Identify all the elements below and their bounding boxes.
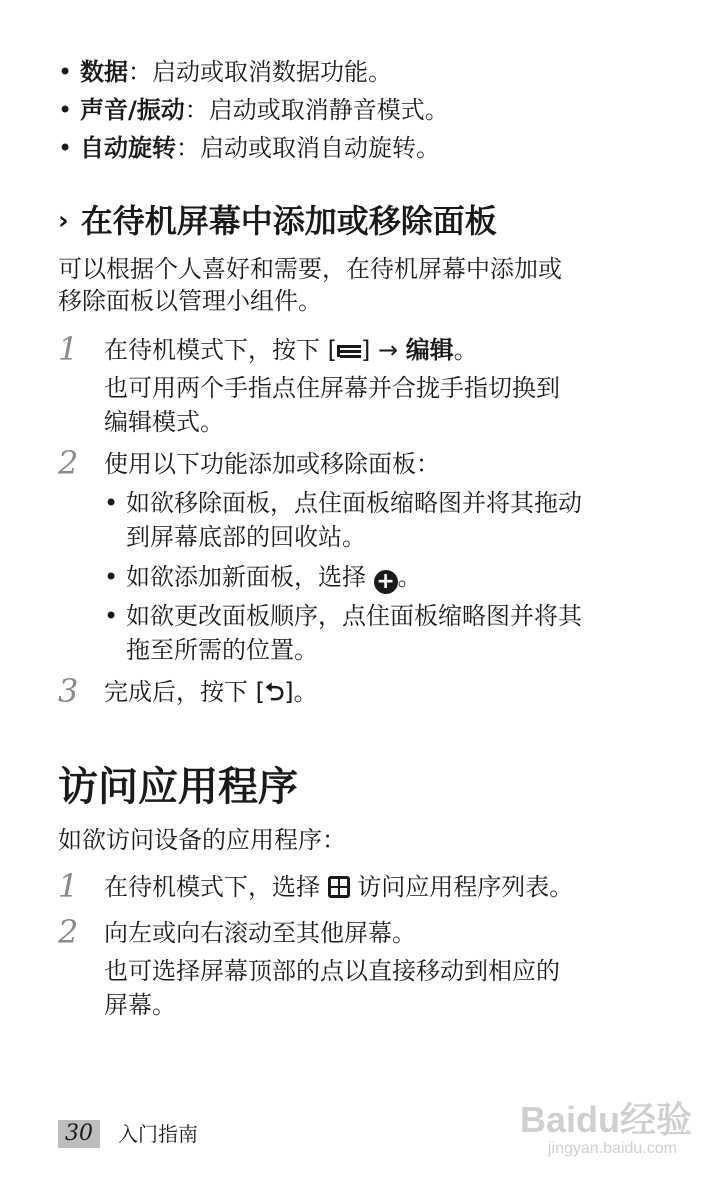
section-intro: 如欲访问设备的应用程序：	[58, 826, 346, 854]
sub-bullet-reorder	[104, 599, 582, 667]
step-text-part: 。	[453, 336, 478, 364]
apps-step-2-note	[104, 954, 560, 1022]
menu-icon	[337, 342, 361, 360]
plus-circle-icon: +	[374, 570, 398, 594]
note-line: 屏幕。	[104, 991, 176, 1019]
bullet-dot: •	[104, 563, 119, 591]
sub-bullet-line: 如欲更改面板顺序，点住面板缩略图并将其	[126, 602, 582, 630]
watermark-url: jingyan.baidu.com	[548, 1140, 677, 1157]
bullet-desc: ：启动或取消自动旋转。	[176, 134, 440, 162]
step-2-text: 使用以下功能添加或移除面板：	[104, 450, 440, 478]
sub-bullet-line: 拖至所需的位置。	[126, 636, 318, 664]
step-1-text	[104, 333, 478, 367]
step-number: 2	[58, 444, 79, 482]
apps-step-1-text	[104, 870, 573, 904]
sub-bullet-line: 到屏幕底部的回收站。	[126, 523, 366, 551]
bullet-sound	[58, 93, 449, 127]
step-number: 3	[58, 672, 79, 710]
step-number: 1	[58, 867, 79, 905]
bullet-term: 声音/振动	[80, 96, 185, 124]
chevron-right-icon: ›	[58, 206, 69, 236]
note-line: 编辑模式。	[104, 408, 224, 436]
bullet-rotate	[58, 131, 440, 165]
chapter-label: 入门指南	[118, 1122, 198, 1146]
edit-label: 编辑	[405, 336, 454, 364]
watermark-logo: Baidu经验	[520, 1099, 693, 1140]
bullet-dot: •	[104, 489, 119, 517]
step-text-part: 在待机模式下，选择	[104, 873, 328, 901]
bullet-dot: •	[58, 134, 73, 162]
bullet-dot: •	[58, 58, 73, 86]
step-text-part: ] →	[361, 336, 406, 364]
sub-bullet-remove	[104, 486, 582, 554]
section-title: 在待机屏幕中添加或移除面板	[80, 202, 497, 240]
note-line: 也可用两个手指点住屏幕并合拢手指切换到	[104, 374, 560, 402]
bullet-term: 自动旋转	[80, 134, 176, 162]
step-text-part: ]。	[284, 678, 318, 706]
page-number: 30	[65, 1121, 93, 1146]
bullet-term: 数据	[80, 58, 128, 86]
intro-line: 移除面板以管理小组件。	[58, 287, 322, 315]
section-heading-apps: 访问应用程序	[58, 764, 298, 810]
step-3-text	[104, 675, 318, 709]
step-text-part: 在待机模式下，按下 [	[104, 336, 337, 364]
intro-line: 可以根据个人喜好和需要，在待机屏幕中添加或	[58, 255, 562, 283]
step-1-note	[104, 371, 560, 439]
sub-bullet-text: 。	[397, 563, 422, 591]
bullet-desc: ：启动或取消数据功能。	[128, 58, 392, 86]
apps-step-2-text: 向左或向右滚动至其他屏幕。	[104, 919, 416, 947]
back-icon: ⮌	[265, 678, 285, 706]
note-line: 也可选择屏幕顶部的点以直接移动到相应的	[104, 957, 560, 985]
sub-bullet-text: 如欲添加新面板，选择	[126, 563, 374, 591]
step-text-part: 完成后，按下 [	[104, 678, 265, 706]
step-text-part: 访问应用程序列表。	[349, 873, 574, 901]
section-intro	[58, 253, 562, 317]
sub-bullet-add	[104, 560, 422, 594]
apps-grid-icon	[328, 876, 350, 898]
sub-bullet-line: 如欲移除面板，点住面板缩略图并将其拖动	[126, 489, 582, 517]
step-number: 2	[58, 913, 79, 951]
bullet-desc: ：启动或取消静音模式。	[184, 96, 449, 124]
bullet-dot: •	[104, 602, 119, 630]
step-number: 1	[58, 330, 79, 368]
bullet-dot: •	[58, 96, 73, 124]
section-heading-panels	[58, 196, 497, 246]
bullet-data	[58, 55, 392, 89]
